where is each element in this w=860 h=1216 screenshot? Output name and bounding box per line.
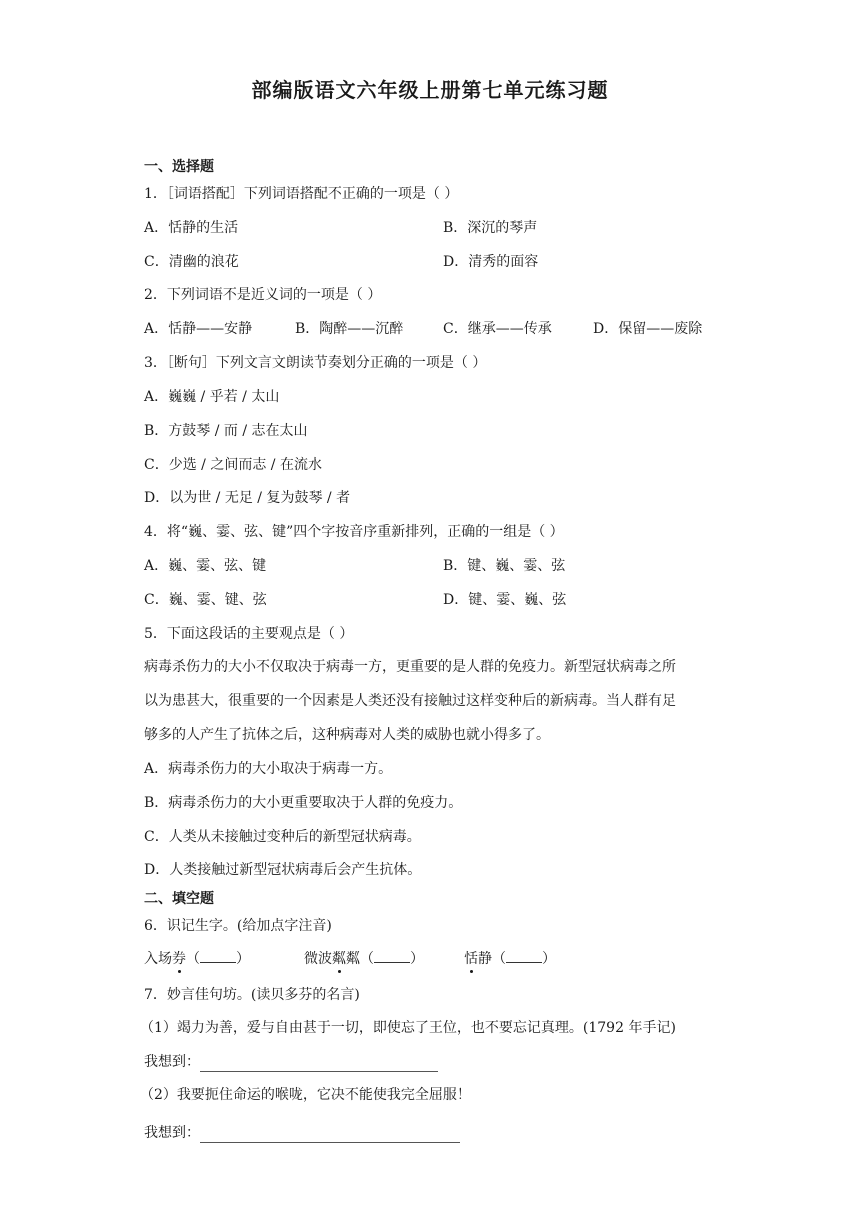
dotted-char: 粼 — [332, 951, 346, 967]
question-1-option-d: D．清秀的面容 — [443, 254, 539, 270]
question-6-items — [144, 948, 556, 969]
pinyin-blank[interactable] — [374, 948, 410, 963]
question-3-option-c: C．少选 / 之间而志 / 在流水 — [144, 457, 322, 473]
dotted-char: 恬 — [464, 951, 478, 967]
question-7-quote-2: （2）我要扼住命运的喉咙，它决不能使我完全屈服！ — [140, 1087, 471, 1103]
question-3-option-a: A．巍巍 / 乎若 / 太山 — [144, 389, 280, 405]
answer-line-2[interactable] — [200, 1126, 460, 1143]
question-6-item-3: 恬静（ ） — [464, 948, 556, 969]
question-2-option-d: D．保留——废除 — [593, 321, 703, 337]
question-3-option-d: D．以为世 / 无足 / 复为鼓琴 / 者 — [144, 490, 351, 506]
question-4-option-d: D．键、霎、巍、弦 — [443, 592, 567, 608]
question-4-stem: 4．将“巍、霎、弦、键”四个字按音序重新排列，正确的一组是（ ） — [144, 524, 564, 540]
question-1-stem: 1．［词语搭配］下列词语搭配不正确的一项是（ ） — [144, 186, 459, 202]
section-heading-fill: 二、填空题 — [144, 891, 214, 907]
question-5-option-b: B．病毒杀伤力的大小更重要取决于人群的免疫力。 — [144, 795, 463, 811]
question-7-stem: 7．妙言佳句坊。(读贝多芬的名言) — [144, 987, 360, 1003]
question-5-passage-line: 病毒杀伤力的大小不仅取决于病毒一方，更重要的是人群的免疫力。新型冠状病毒之所 — [144, 659, 676, 675]
question-2-option-a: A．恬静——安静 — [144, 321, 253, 337]
question-1-option-c: C．清幽的浪花 — [144, 254, 239, 270]
question-3-stem: 3．［断句］下列文言文朗读节奏划分正确的一项是（ ） — [144, 355, 487, 371]
dotted-char: 券 — [172, 951, 186, 967]
question-1-option-b: B．深沉的琴声 — [443, 220, 538, 236]
question-6-item-2: 微波粼粼（ ） — [304, 948, 464, 969]
think-label: 我想到： — [144, 1125, 200, 1141]
question-5-option-c: C．人类从未接触过变种后的新型冠状病毒。 — [144, 829, 421, 845]
question-2-options — [144, 319, 702, 339]
question-2-option-b: B．陶醉——沉醉 — [295, 321, 404, 337]
question-4-option-b: B．键、巍、霎、弦 — [443, 558, 566, 574]
question-5-passage-line: 以为患甚大，很重要的一个因素是人类还没有接触过这样变种后的新病毒。当人群有足 — [144, 693, 676, 709]
question-4-option-a: A．巍、霎、弦、键 — [144, 558, 267, 574]
question-2-stem: 2．下列词语不是近义词的一项是（ ） — [144, 287, 382, 303]
think-label: 我想到： — [144, 1054, 200, 1070]
question-7-quote-1: （1）竭力为善，爱与自由甚于一切，即使忘了王位，也不要忘记真理。(1792 年手记) — [140, 1020, 676, 1036]
question-5-option-d: D．人类接触过新型冠状病毒后会产生抗体。 — [144, 862, 422, 878]
pinyin-blank[interactable] — [200, 948, 236, 963]
answer-line-1[interactable] — [200, 1055, 438, 1072]
question-7-answer-1 — [144, 1052, 438, 1072]
question-5-option-a: A．病毒杀伤力的大小取决于病毒一方。 — [144, 761, 393, 777]
pinyin-blank[interactable] — [506, 948, 542, 963]
question-4-option-c: C．巍、霎、键、弦 — [144, 592, 267, 608]
question-3-option-b: B．方鼓琴 / 而 / 志在太山 — [144, 423, 308, 439]
section-heading-choice: 一、选择题 — [144, 159, 214, 175]
question-6-stem: 6．识记生字。(给加点字注音) — [144, 918, 332, 934]
question-5-passage-line: 够多的人产生了抗体之后，这种病毒对人类的威胁也就小得多了。 — [144, 727, 550, 743]
question-5-stem: 5．下面这段话的主要观点是（ ） — [144, 626, 354, 642]
question-1-option-a: A．恬静的生活 — [144, 220, 239, 236]
question-6-item-1: 入场券（ ） — [144, 948, 304, 969]
question-7-answer-2 — [144, 1123, 460, 1143]
question-2-option-c: C．继承——传承 — [443, 321, 552, 337]
page-title: 部编版语文六年级上册第七单元练习题 — [251, 78, 609, 102]
